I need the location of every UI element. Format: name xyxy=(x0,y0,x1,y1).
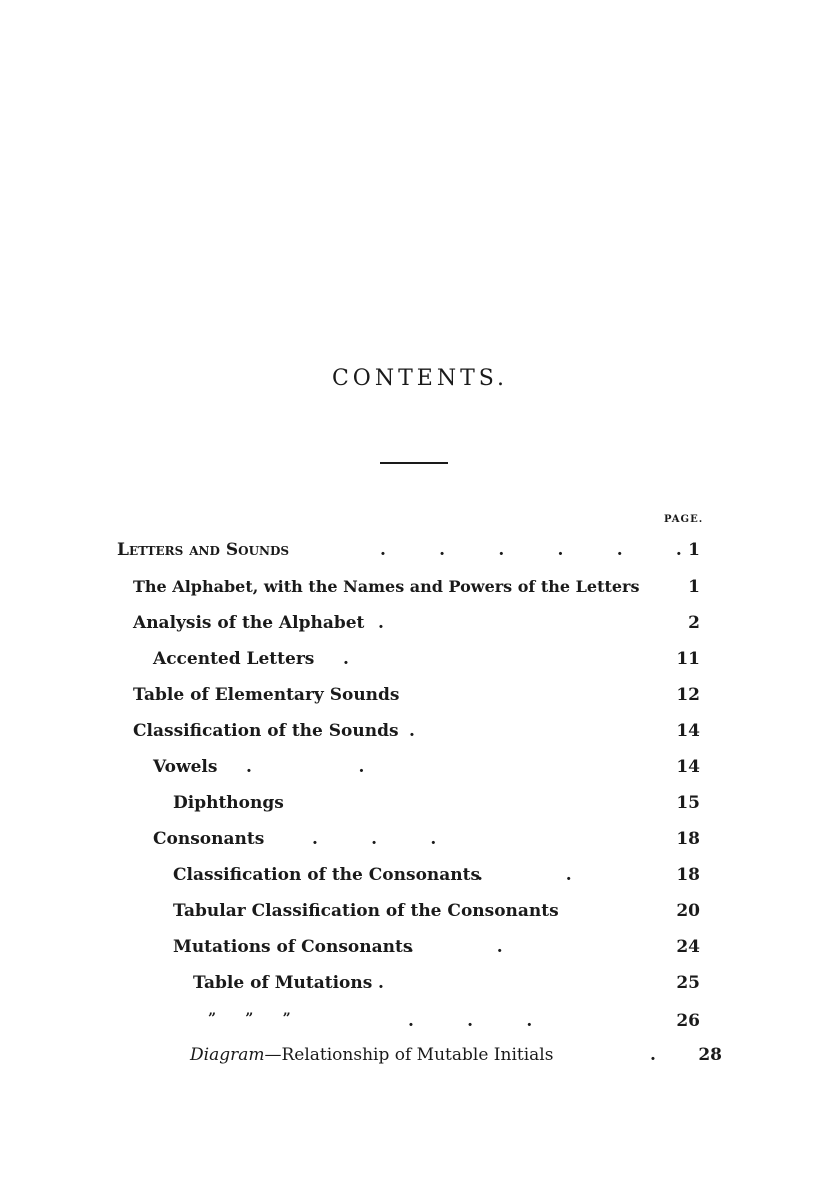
entry-title: Accented Letters xyxy=(153,649,315,669)
toc-entry[interactable] xyxy=(0,577,840,605)
toc-entry[interactable] xyxy=(0,649,840,677)
entry-title: Vowels xyxy=(153,757,218,777)
entry-title: Classification of the Consonants xyxy=(173,865,481,885)
entry-page: 25 xyxy=(676,973,700,993)
entry-page: 12 xyxy=(676,685,700,705)
page-column-heading: PAGE. xyxy=(664,514,704,525)
toc-entry[interactable] xyxy=(0,937,840,965)
entry-page: 1 xyxy=(688,577,700,597)
toc-entry[interactable] xyxy=(0,1045,840,1073)
page-title: CONTENTS. xyxy=(331,366,509,391)
entry-title: Letters and Sounds xyxy=(117,540,290,560)
entry-page: 2 xyxy=(688,613,700,633)
toc-entry[interactable] xyxy=(0,721,840,749)
toc-entry[interactable] xyxy=(0,613,840,641)
leader-dots: . xyxy=(378,973,384,993)
toc-entry[interactable] xyxy=(0,865,840,893)
toc-entry[interactable] xyxy=(0,793,840,821)
entry-title-rest: —Relationship of Mutable Initials xyxy=(264,1045,554,1065)
toc-entry[interactable] xyxy=(0,973,840,1001)
entry-page: 11 xyxy=(676,649,700,669)
toc-entry[interactable] xyxy=(0,540,840,568)
entry-page: 24 xyxy=(676,937,700,957)
entry-title: Consonants xyxy=(153,829,265,849)
leader-dots: . xyxy=(343,649,349,669)
entry-title-italic: Diagram xyxy=(190,1045,265,1065)
leader-dots: . . . xyxy=(312,829,437,849)
entry-title: Mutations of Consonants xyxy=(173,937,413,957)
leader-dots: . . xyxy=(477,865,572,885)
toc-entry[interactable] xyxy=(0,829,840,857)
toc-entry[interactable] xyxy=(0,757,840,785)
leader-dots: . . . . . . xyxy=(380,540,682,560)
entry-page: 15 xyxy=(676,793,700,813)
entry-page: 14 xyxy=(676,757,700,777)
entry-page: 1 xyxy=(688,540,700,560)
toc-entry[interactable] xyxy=(0,901,840,929)
entry-page: 20 xyxy=(676,901,700,921)
leader-dots: . xyxy=(409,721,415,741)
entry-title: The Alphabet, with the Names and Powers of the Letters xyxy=(133,577,640,596)
entry-page: 18 xyxy=(676,829,700,849)
entry-title: Table of Mutations xyxy=(193,973,373,993)
entry-page: 14 xyxy=(676,721,700,741)
ditto-marks: ” ” ” xyxy=(208,1011,291,1027)
leader-dots: . xyxy=(650,1045,656,1065)
toc-entry[interactable] xyxy=(0,685,840,713)
entry-page: 26 xyxy=(676,1011,700,1031)
leader-dots: . . xyxy=(408,937,503,957)
entry-title: Classification of the Sounds xyxy=(133,721,399,741)
leader-dots: . . xyxy=(246,757,365,777)
toc-entry[interactable] xyxy=(0,1011,840,1039)
entry-title: Diphthongs xyxy=(173,793,284,813)
entry-page: 28 xyxy=(698,1045,722,1065)
leader-dots: . . . xyxy=(408,1011,533,1031)
entry-page: 18 xyxy=(676,865,700,885)
leader-dots: . xyxy=(378,613,384,633)
entry-title: Table of Elementary Sounds xyxy=(133,685,400,705)
entry-title: Analysis of the Alphabet xyxy=(133,613,365,633)
entry-title: Tabular Classification of the Consonants xyxy=(173,901,559,921)
entry-title xyxy=(190,1045,553,1065)
